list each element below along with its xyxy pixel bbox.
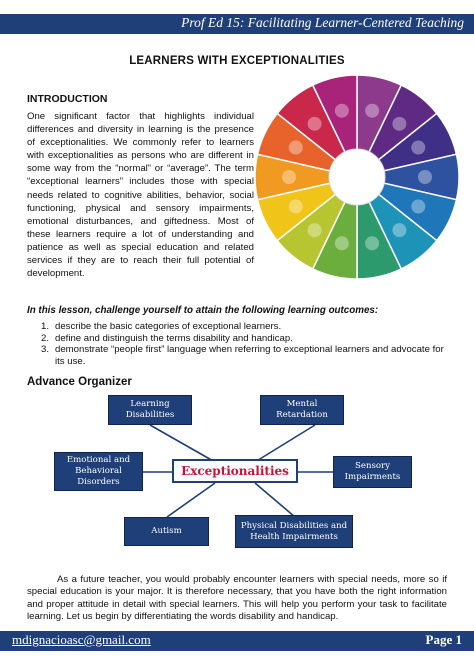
- organizer-box-physical-disabilities: Physical Disabilities and Health Impairments: [235, 515, 353, 548]
- connector-learning-disabilities: [150, 425, 215, 462]
- outcome-number: 2.: [41, 332, 50, 344]
- outcome-text: demonstrate “people first” language when referring to exceptional learners and advocate for its use.: [55, 344, 444, 367]
- footer-page-number: Page 1: [425, 632, 462, 647]
- wheel-segment-picture: [418, 170, 432, 184]
- connector-mental-retardation: [255, 425, 315, 462]
- organizer-box-emotional-behavioral: Emotional and Behavioral Disorders: [54, 452, 143, 491]
- organizer-box-mental-retardation: Mental Retardation: [260, 395, 344, 425]
- outcome-item: [41, 344, 451, 367]
- organizer-box-sensory-impairments: Sensory Impairments: [333, 456, 412, 488]
- exceptionalities-wheel-illustration: [253, 73, 461, 281]
- wheel-segment-picture: [365, 104, 379, 118]
- footer-bar: [0, 631, 474, 651]
- wheel-segment-picture: [308, 117, 322, 131]
- closing-paragraph: As a future teacher, you would probably encounter learners with special needs, more so if special education is your major. It is therefore necessary, that you have both the right information and proper attitude in detail with special learners. This will help you perform your task to facilitate learning. Let us begin by differentiating the words disability and handicap.: [27, 574, 447, 623]
- organizer-box-learning-disabilities: Learning Disabilities: [108, 395, 192, 425]
- advance-organizer-heading: Advance Organizer: [27, 376, 132, 388]
- wheel-segment-picture: [392, 117, 406, 131]
- header-title: Prof Ed 15: Facilitating Learner-Centered Teaching: [181, 15, 464, 30]
- organizer-center-exceptionalities: Exceptionalities: [172, 459, 298, 483]
- outcome-item: [41, 333, 451, 345]
- outcome-number: 1.: [41, 321, 50, 332]
- wheel-segment-picture: [289, 141, 303, 155]
- wheel-segment-picture: [392, 223, 406, 237]
- wheel-segment-picture: [308, 223, 322, 237]
- outcome-text: define and distinguish the terms disability and handicap.: [55, 332, 293, 344]
- wheel-segment-picture: [411, 200, 425, 214]
- introduction-text: One significant factor that highlights individual differences and diversity in learning is the presence of exceptionalities. We commonly refer to learners with exceptionalities as persons who are different in some way from the “normal” or “average”. The term “exceptional learners” includes those with special needs related to cognitive abilities, behavior, social functioning, physical and sensory impairments, emotional disturbances, and giftedness. Most of these learners require a lot of understanding and patience as well as special education and related services if they are to reach their full potential of development.: [27, 111, 254, 280]
- wheel-segment-picture: [335, 236, 349, 250]
- advance-organizer-diagram: [45, 390, 445, 560]
- outcomes-intro: In this lesson, challenge yourself to attain the following learning outcomes:: [27, 305, 379, 316]
- outcome-number: 3.: [41, 344, 50, 355]
- page-title: LEARNERS WITH EXCEPTIONALITIES: [129, 55, 345, 67]
- organizer-box-autism: Autism: [124, 517, 209, 546]
- wheel-segment-picture: [411, 141, 425, 155]
- outcome-text: describe the basic categories of exceptional learners.: [55, 321, 282, 332]
- wheel-segment-picture: [282, 170, 296, 184]
- connector-physical: [255, 483, 295, 517]
- learning-outcomes-list: [41, 321, 451, 367]
- connector-autism: [167, 483, 215, 517]
- outcome-item: [41, 321, 451, 333]
- wheel-segment-picture: [335, 104, 349, 118]
- wheel-segment-picture: [365, 236, 379, 250]
- wheel-hub: [329, 149, 385, 205]
- introduction-heading: INTRODUCTION: [27, 93, 108, 105]
- wheel-segment-picture: [289, 200, 303, 214]
- header-bar: [0, 14, 474, 34]
- footer-email-link[interactable]: mdignacioasc@gmail.com: [12, 632, 151, 647]
